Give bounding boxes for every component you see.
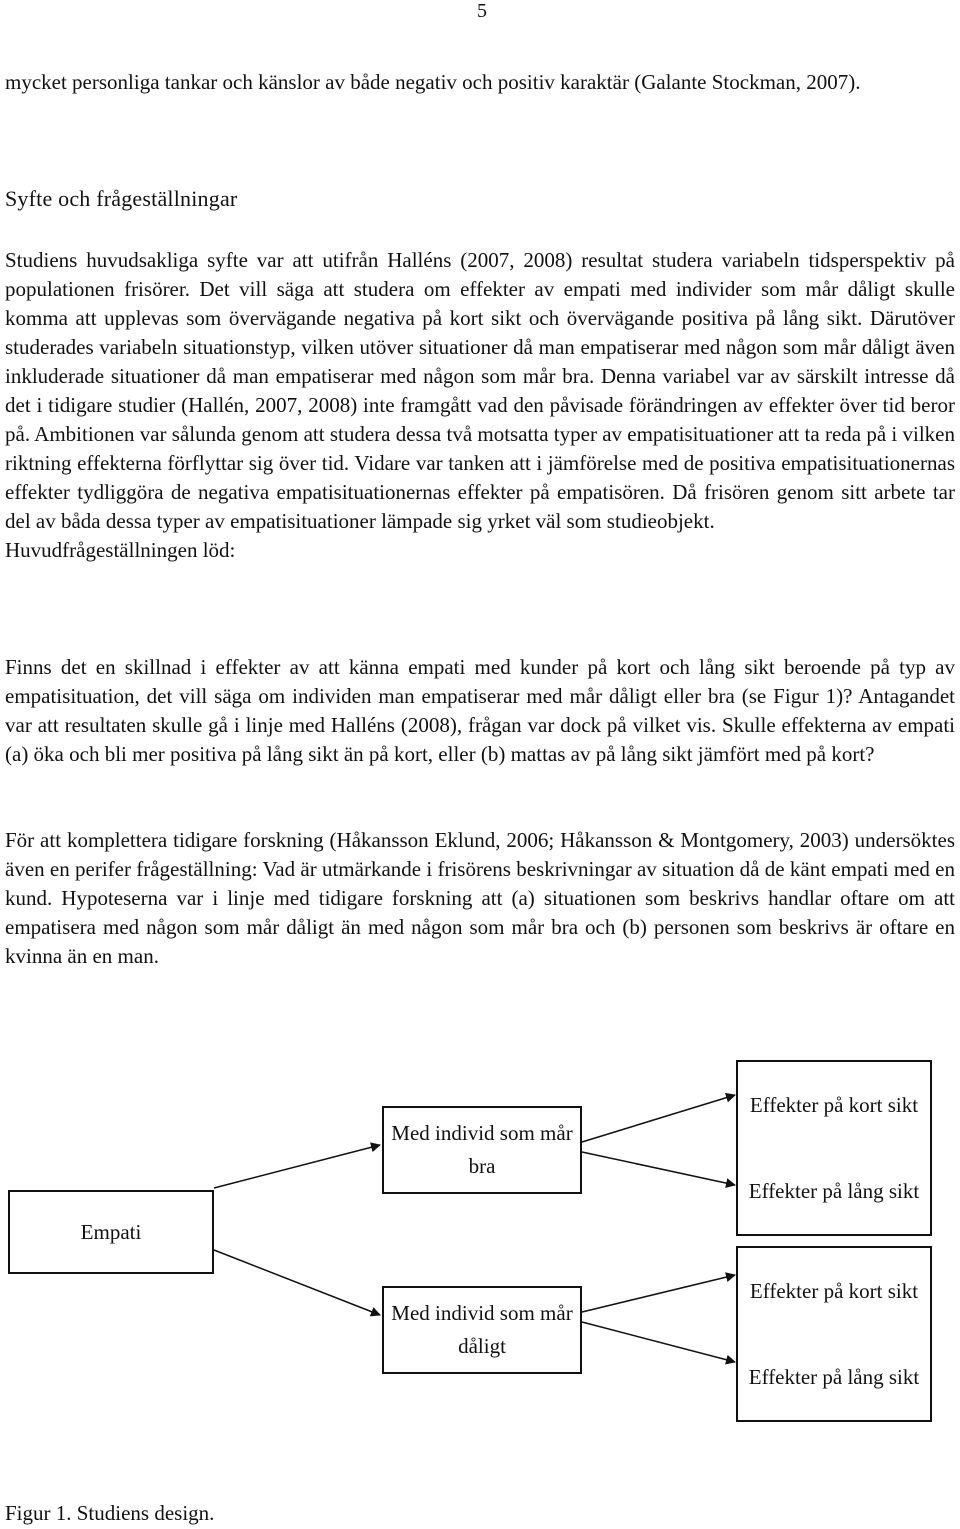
page-number: 5 — [477, 0, 487, 22]
section-heading: Syfte och frågeställningar — [5, 186, 238, 211]
purpose-tail-text: Huvudfrågeställningen löd: — [5, 538, 236, 562]
question-paragraph — [5, 653, 955, 769]
intro-paragraph — [5, 68, 955, 97]
purpose-paragraph — [5, 246, 955, 565]
box-empati-label: Empati — [80, 1219, 142, 1244]
peripheral-paragraph — [5, 826, 955, 971]
intro-text: mycket personliga tankar och känslor av både negativ och positiv karaktär (Galante Stockman, 2007). — [5, 70, 861, 94]
arrow-bad-to-short — [582, 1275, 735, 1312]
box-bad — [382, 1286, 582, 1374]
bad-long-label: Effekter på lång sikt — [748, 1364, 920, 1389]
peripheral-text: För att komplettera tidigare forskning (Håkansson Eklund, 2006; Håkansson & Montgomery, 2003) undersöktes även en perifer frågeställning: Vad är utmärkande i frisörens beskrivningar av situation då de känt empati med en kund. Hypoteserna var i linje med tidigare forskning att (a) situationen som beskrivs handlar oftare om att empatisera med någon som mår dåligt än med någon som mår bra och (b) personen som beskrivs är oftare en kvinna än en man. — [5, 828, 955, 968]
good-short-label: Effekter på kort sikt — [749, 1092, 919, 1117]
box-good-label: Med individ som mår bra — [391, 1121, 573, 1178]
arrow-bad-to-long — [582, 1322, 735, 1362]
box-bad-label: Med individ som mår dåligt — [391, 1301, 573, 1358]
arrow-good-to-long — [582, 1152, 735, 1185]
box-empati — [8, 1190, 214, 1274]
figure-caption: Figur 1. Studiens design. — [5, 1501, 215, 1525]
arrow-good-to-short — [582, 1095, 735, 1142]
good-long-label: Effekter på lång sikt — [748, 1178, 920, 1203]
box-good — [382, 1106, 582, 1194]
arrow-empati-to-good — [214, 1145, 380, 1188]
arrow-empati-to-bad — [214, 1250, 380, 1315]
purpose-text: Studiens huvudsakliga syfte var att utifrån Halléns (2007, 2008) resultat studera variabeln tidsperspektiv på populationen frisörer. Det vill säga att studera om effekter av empati med individer som mår dåligt skulle komma att upplevas som övervägande negativa på kort sikt och övervägande positiva på lång sikt. Därutöver studerades variabeln situationstyp, vilken utöver situationer då man empatiserar med någon som mår dåligt även inkluderade situationer då man empatiserar med någon som mår bra. Denna variabel var av särskilt intresse då det i tidigare studier (Hallén, 2007, 2008) inte framgått vad den påvisade förändringen av effekter över tid beror på. Ambitionen var sålunda genom att studera dessa två motsatta typer av empatisituationer att ta reda på i vilken riktning effekterna förflyttar sig över tid. Vidare var tanken att i jämförelse med de positiva empatisituationernas effekter tydliggöra de negativa empatisituationernas effekter på empatisören. Då frisören genom sitt arbete tar del av båda dessa typer av empatisituationer lämpade sig yrket väl som studieobjekt. — [5, 248, 955, 533]
box-good-effects — [736, 1060, 932, 1236]
question-text: Finns det en skillnad i effekter av att känna empati med kunder på kort och lång sikt beroende på typ av empatisituation, det vill säga om individen man empatiserar med mår dåligt eller bra (se Figur 1)? Antagandet var att resultaten skulle gå i linje med Halléns (2008), frågan var dock på vilket vis. Skulle effekterna av empati (a) öka och bli mer positiva på lång sikt än på kort, eller (b) mattas av på lång sikt jämfört med på kort? — [5, 655, 955, 766]
bad-short-label: Effekter på kort sikt — [749, 1278, 919, 1303]
study-design-figure — [0, 1050, 960, 1470]
box-bad-effects — [736, 1246, 932, 1422]
